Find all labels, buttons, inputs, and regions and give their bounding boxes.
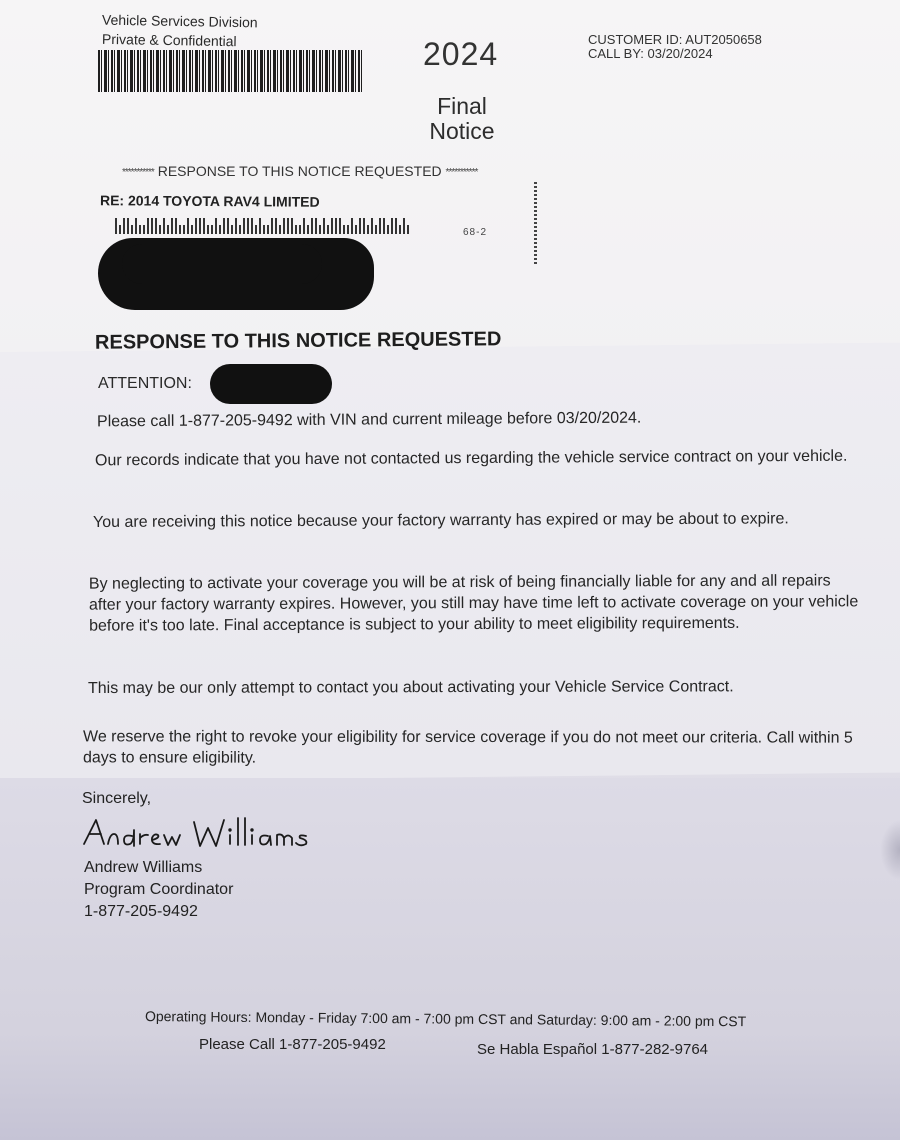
redacted-address [98,238,374,310]
postal-bar [163,218,165,234]
postal-bar [399,225,401,234]
postal-bar [243,218,245,234]
confidential-label: Private & Confidential [101,30,237,50]
postal-bar [351,218,353,234]
footer-spanish-number: Se Habla Español 1-877-282-9764 [477,1041,708,1058]
postal-barcode [115,216,415,240]
postal-bar [123,218,125,234]
postal-bar [251,218,253,234]
operating-hours: Operating Hours: Monday - Friday 7:00 am - 7:00 pm CST and Saturday: 9:00 am - 2:00 pm CST [144,1008,747,1030]
postal-bar [323,218,325,234]
postal-bar [371,218,373,234]
postal-bar [315,218,317,234]
barcode [98,50,364,92]
paragraph-warranty-expired: You are receiving this notice because your factory warranty has expired or may be about to expire. [92,510,789,532]
postal-bar [383,218,385,234]
postal-bar [331,218,333,234]
re-vehicle-line: RE: 2014 TOYOTA RAV4 LIMITED [99,192,320,210]
postal-bar [195,218,197,234]
postal-bar [179,225,181,234]
call-by-date: CALL BY: 03/20/2024 [588,46,713,61]
signer-phone: 1-877-205-9492 [84,903,198,920]
response-banner-text: RESPONSE TO THIS NOTICE REQUESTED [157,163,442,179]
postal-bar [247,218,249,234]
postal-bar [303,218,305,234]
paragraph-records: Our records indicate that you have not contacted us regarding the vehicle service contract on your vehicle. [94,447,848,470]
attention-label: ATTENTION: [98,375,192,392]
postal-bar [207,225,209,234]
notice-type: Final Notice [429,93,495,144]
postal-bar [203,218,205,234]
window-border [534,182,537,264]
postal-bar [275,218,277,234]
postal-bar [223,218,225,234]
paragraph-revoke: We reserve the right to revoke your eligibility for service coverage if you do not meet our criteria. Call within 5 days to ensure eligibility. [82,728,853,767]
division-label: Vehicle Services Division [101,11,258,31]
postal-bar [367,225,369,234]
paper-fold-shadow [880,820,900,880]
postal-bar [287,218,289,234]
postal-bar [279,225,281,234]
postal-bar [231,225,233,234]
postal-bar [387,225,389,234]
response-banner [122,163,477,179]
postal-bar [283,218,285,234]
postal-bar [139,225,141,234]
star-divider-left: *********** [122,166,154,178]
signature [78,808,338,858]
postal-bar [235,218,237,234]
postal-bar [291,218,293,234]
postal-bar [219,225,221,234]
notice-year: 2024 [423,36,499,72]
postal-bar [127,218,129,234]
postal-bar [363,218,365,234]
redacted-name [210,364,332,404]
postal-bar [151,218,153,234]
postal-bar [135,218,137,234]
postal-bar [191,225,193,234]
postal-bar [307,225,309,234]
postal-bar [379,218,381,234]
paragraph-liability: By neglecting to activate your coverage you will be at risk of being financially liable for any and all repairs after your factory warranty expires. However, you still may have time left to activate coverage on your vehicle before it's too late. Final acceptance is subject to your ability to meet eligibility requirements. [88,572,859,635]
postal-bar [115,218,117,234]
postal-bar [271,218,273,234]
postal-bar [119,225,121,234]
customer-id: CUSTOMER ID: AUT2050658 [588,32,762,47]
postal-bar [395,218,397,234]
postal-bar [343,225,345,234]
postal-bar [267,225,269,234]
postal-bar [215,218,217,234]
postal-bar [187,218,189,234]
postal-bar [299,225,301,234]
postal-bar [239,225,241,234]
postal-bar [339,218,341,234]
postal-bar [319,225,321,234]
postal-bar [347,225,349,234]
paragraph-call-instructions: Please call 1-877-205-9492 with VIN and current mileage before 03/20/2024. [96,409,642,431]
mail-code: 68-2 [463,227,488,238]
postal-bar [375,225,377,234]
postal-bar [407,225,409,234]
postal-bar [327,225,329,234]
postal-bar [311,218,313,234]
postal-bar [143,225,145,234]
postal-bar [147,218,149,234]
postal-bar [295,225,297,234]
postal-bar [259,218,261,234]
postal-bar [167,225,169,234]
postal-bar [227,218,229,234]
postal-bar [175,218,177,234]
postal-bar [255,225,257,234]
paragraph-only-attempt: This may be our only attempt to contact you about activating your Vehicle Service Contract. [87,678,734,698]
postal-bar [199,218,201,234]
postal-bar [263,225,265,234]
postal-bar [391,218,393,234]
postal-bar [159,225,161,234]
postal-bar [403,218,405,234]
postal-bar [171,218,173,234]
postal-bar [155,218,157,234]
closing-salutation: Sincerely, [82,790,152,807]
postal-bar [183,225,185,234]
main-heading: RESPONSE TO THIS NOTICE REQUESTED [94,328,502,354]
signer-name: Andrew Williams [84,859,203,876]
footer-call-number: Please Call 1-877-205-9492 [199,1036,386,1053]
postal-bar [335,218,337,234]
star-divider-right: *********** [445,166,478,178]
postal-bar [359,218,361,234]
postal-bar [355,225,357,234]
signer-title: Program Coordinator [84,881,234,898]
postal-bar [131,225,133,234]
postal-bar [211,225,213,234]
